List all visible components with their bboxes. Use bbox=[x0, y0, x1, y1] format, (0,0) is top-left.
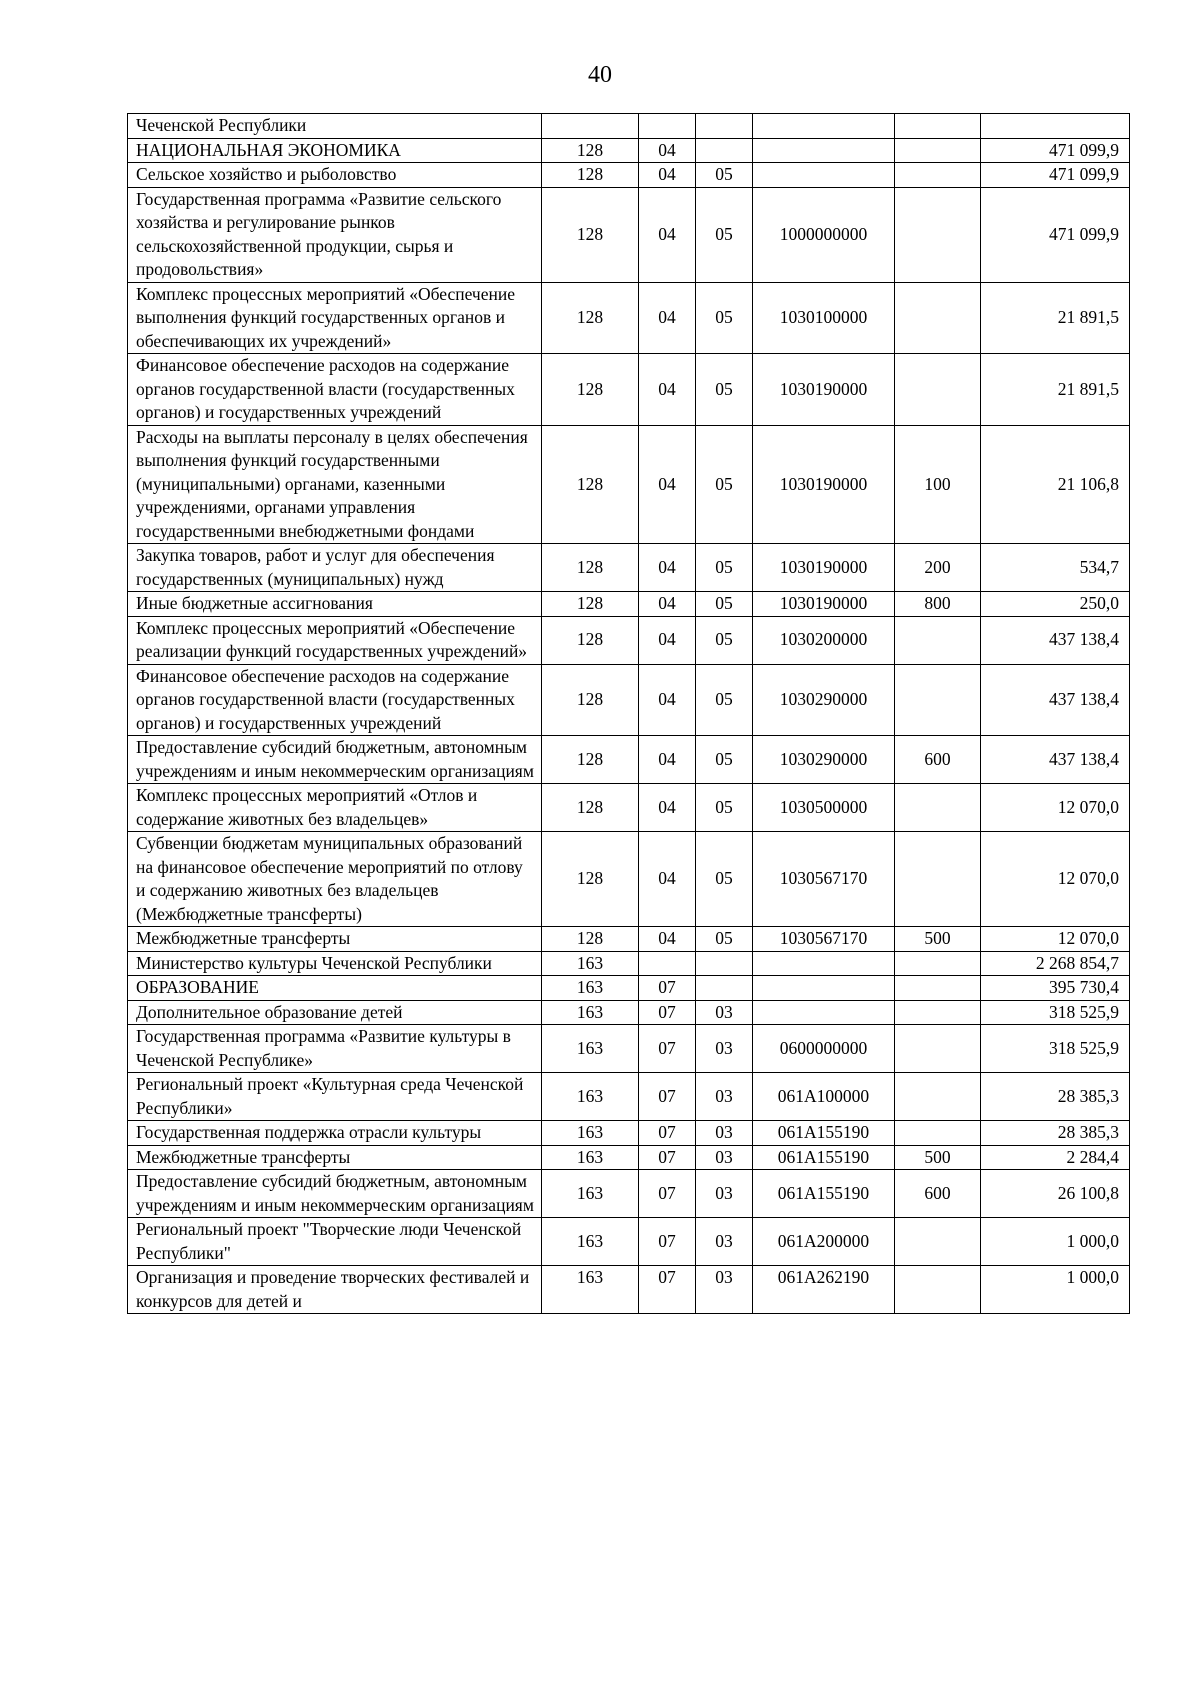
target-article-cell bbox=[753, 951, 895, 976]
target-article-cell: 1030500000 bbox=[753, 784, 895, 832]
section-code-cell: 07 bbox=[639, 1145, 696, 1170]
expense-type-cell bbox=[895, 163, 981, 188]
section-code-cell: 04 bbox=[639, 138, 696, 163]
subsection-code-cell: 05 bbox=[696, 927, 753, 952]
table-row bbox=[128, 425, 1130, 544]
subsection-code-cell: 05 bbox=[696, 187, 753, 282]
row-name-cell: Комплекс процессных мероприятий «Отлов и содержание животных без владельцев» bbox=[128, 784, 542, 832]
subsection-code-cell: 05 bbox=[696, 282, 753, 354]
amount-cell: 437 138,4 bbox=[981, 616, 1130, 664]
subsection-code-cell: 05 bbox=[696, 616, 753, 664]
subsection-code-cell: 03 bbox=[696, 1170, 753, 1218]
subsection-code-cell: 05 bbox=[696, 784, 753, 832]
subsection-code-cell: 05 bbox=[696, 832, 753, 927]
amount-cell: 21 891,5 bbox=[981, 354, 1130, 426]
section-code-cell: 04 bbox=[639, 187, 696, 282]
row-name-cell: Комплекс процессных мероприятий «Обеспечение выполнения функций государственных органов и обеспечивающих их учреждений» bbox=[128, 282, 542, 354]
ved-code-cell: 163 bbox=[542, 976, 639, 1001]
subsection-code-cell: 03 bbox=[696, 1121, 753, 1146]
table-row bbox=[128, 187, 1130, 282]
table-row bbox=[128, 1025, 1130, 1073]
subsection-code-cell: 03 bbox=[696, 1073, 753, 1121]
ved-code-cell: 128 bbox=[542, 592, 639, 617]
row-name-cell: Предоставление субсидий бюджетным, автономным учреждениям и иным некоммерческим организациям bbox=[128, 736, 542, 784]
expense-type-cell: 800 bbox=[895, 592, 981, 617]
section-code-cell: 04 bbox=[639, 354, 696, 426]
ved-code-cell: 163 bbox=[542, 1000, 639, 1025]
row-name-cell: Сельское хозяйство и рыболовство bbox=[128, 163, 542, 188]
row-name-cell: Дополнительное образование детей bbox=[128, 1000, 542, 1025]
target-article-cell: 1030200000 bbox=[753, 616, 895, 664]
section-code-cell bbox=[639, 114, 696, 139]
target-article-cell: 1030567170 bbox=[753, 927, 895, 952]
section-code-cell: 07 bbox=[639, 1073, 696, 1121]
amount-cell: 395 730,4 bbox=[981, 976, 1130, 1001]
row-name-cell: Закупка товаров, работ и услуг для обеспечения государственных (муниципальных) нужд bbox=[128, 544, 542, 592]
row-name-cell: Расходы на выплаты персоналу в целях обеспечения выполнения функций государственными (муниципальными) органами, казенными учреждениями, органами управления государственными внебюджетными фондами bbox=[128, 425, 542, 544]
subsection-code-cell bbox=[696, 951, 753, 976]
row-name-cell: Чеченской Республики bbox=[128, 114, 542, 139]
subsection-code-cell bbox=[696, 138, 753, 163]
expense-type-cell bbox=[895, 784, 981, 832]
subsection-code-cell: 03 bbox=[696, 1266, 753, 1314]
amount-cell: 1 000,0 bbox=[981, 1218, 1130, 1266]
target-article-cell: 1030190000 bbox=[753, 544, 895, 592]
target-article-cell: 1030290000 bbox=[753, 736, 895, 784]
ved-code-cell: 128 bbox=[542, 354, 639, 426]
subsection-code-cell: 05 bbox=[696, 736, 753, 784]
target-article-cell: 061A155190 bbox=[753, 1121, 895, 1146]
target-article-cell: 1030290000 bbox=[753, 664, 895, 736]
expense-type-cell bbox=[895, 1266, 981, 1314]
row-name-cell: Межбюджетные трансферты bbox=[128, 1145, 542, 1170]
expense-type-cell bbox=[895, 138, 981, 163]
amount-cell: 2 268 854,7 bbox=[981, 951, 1130, 976]
expense-type-cell: 600 bbox=[895, 1170, 981, 1218]
section-code-cell: 04 bbox=[639, 425, 696, 544]
section-code-cell: 07 bbox=[639, 1000, 696, 1025]
target-article-cell: 1030100000 bbox=[753, 282, 895, 354]
ved-code-cell: 163 bbox=[542, 1121, 639, 1146]
ved-code-cell: 163 bbox=[542, 1073, 639, 1121]
amount-cell: 12 070,0 bbox=[981, 927, 1130, 952]
amount-cell: 250,0 bbox=[981, 592, 1130, 617]
ved-code-cell: 128 bbox=[542, 736, 639, 784]
subsection-code-cell: 05 bbox=[696, 425, 753, 544]
ved-code-cell: 128 bbox=[542, 784, 639, 832]
amount-cell: 471 099,9 bbox=[981, 138, 1130, 163]
table-row bbox=[128, 832, 1130, 927]
row-name-cell: Министерство культуры Чеченской Республики bbox=[128, 951, 542, 976]
section-code-cell: 04 bbox=[639, 163, 696, 188]
ved-code-cell: 163 bbox=[542, 1025, 639, 1073]
table-row bbox=[128, 1073, 1130, 1121]
section-code-cell: 07 bbox=[639, 1170, 696, 1218]
expense-type-cell bbox=[895, 664, 981, 736]
amount-cell: 12 070,0 bbox=[981, 784, 1130, 832]
ved-code-cell: 163 bbox=[542, 1266, 639, 1314]
target-article-cell: 061A100000 bbox=[753, 1073, 895, 1121]
row-name-cell: НАЦИОНАЛЬНАЯ ЭКОНОМИКА bbox=[128, 138, 542, 163]
table-row bbox=[128, 784, 1130, 832]
row-name-cell: Государственная поддержка отрасли культуры bbox=[128, 1121, 542, 1146]
expense-type-cell bbox=[895, 1000, 981, 1025]
subsection-code-cell: 05 bbox=[696, 354, 753, 426]
ved-code-cell: 163 bbox=[542, 1170, 639, 1218]
row-name-cell: Государственная программа «Развитие сельского хозяйства и регулирование рынков сельскохозяйственной продукции, сырья и продовольствия» bbox=[128, 187, 542, 282]
amount-cell: 534,7 bbox=[981, 544, 1130, 592]
table-row bbox=[128, 354, 1130, 426]
section-code-cell: 07 bbox=[639, 1266, 696, 1314]
section-code-cell: 07 bbox=[639, 1025, 696, 1073]
table-row bbox=[128, 114, 1130, 139]
expense-type-cell bbox=[895, 1073, 981, 1121]
table-row bbox=[128, 1218, 1130, 1266]
amount-cell: 28 385,3 bbox=[981, 1121, 1130, 1146]
amount-cell: 2 284,4 bbox=[981, 1145, 1130, 1170]
section-code-cell: 07 bbox=[639, 1121, 696, 1146]
amount-cell: 471 099,9 bbox=[981, 163, 1130, 188]
table-row bbox=[128, 1145, 1130, 1170]
amount-cell: 28 385,3 bbox=[981, 1073, 1130, 1121]
table-row bbox=[128, 163, 1130, 188]
amount-cell: 471 099,9 bbox=[981, 187, 1130, 282]
section-code-cell: 04 bbox=[639, 544, 696, 592]
subsection-code-cell: 05 bbox=[696, 163, 753, 188]
row-name-cell: Государственная программа «Развитие культуры в Чеченской Республике» bbox=[128, 1025, 542, 1073]
ved-code-cell: 128 bbox=[542, 187, 639, 282]
table-row bbox=[128, 1121, 1130, 1146]
expense-type-cell bbox=[895, 951, 981, 976]
target-article-cell bbox=[753, 1000, 895, 1025]
row-name-cell: Региональный проект "Творческие люди Чеченской Республики" bbox=[128, 1218, 542, 1266]
ved-code-cell: 128 bbox=[542, 927, 639, 952]
expense-type-cell bbox=[895, 976, 981, 1001]
target-article-cell: 061A155190 bbox=[753, 1170, 895, 1218]
amount-cell: 318 525,9 bbox=[981, 1025, 1130, 1073]
subsection-code-cell: 03 bbox=[696, 1000, 753, 1025]
expense-type-cell: 500 bbox=[895, 927, 981, 952]
table-row bbox=[128, 1170, 1130, 1218]
section-code-cell: 07 bbox=[639, 976, 696, 1001]
ved-code-cell: 128 bbox=[542, 138, 639, 163]
section-code-cell bbox=[639, 951, 696, 976]
row-name-cell: Региональный проект «Культурная среда Чеченской Республики» bbox=[128, 1073, 542, 1121]
ved-code-cell: 128 bbox=[542, 425, 639, 544]
target-article-cell bbox=[753, 976, 895, 1001]
table-row bbox=[128, 592, 1130, 617]
amount-cell: 21 891,5 bbox=[981, 282, 1130, 354]
expense-type-cell bbox=[895, 282, 981, 354]
section-code-cell: 04 bbox=[639, 616, 696, 664]
target-article-cell: 1030190000 bbox=[753, 592, 895, 617]
subsection-code-cell: 05 bbox=[696, 664, 753, 736]
target-article-cell bbox=[753, 114, 895, 139]
row-name-cell: Организация и проведение творческих фестивалей и конкурсов для детей и bbox=[128, 1266, 542, 1314]
ved-code-cell: 163 bbox=[542, 951, 639, 976]
amount-cell: 12 070,0 bbox=[981, 832, 1130, 927]
section-code-cell: 07 bbox=[639, 1218, 696, 1266]
table-row bbox=[128, 1000, 1130, 1025]
table-row bbox=[128, 138, 1130, 163]
table-row bbox=[128, 736, 1130, 784]
expense-type-cell: 100 bbox=[895, 425, 981, 544]
page-number: 40 bbox=[588, 62, 612, 88]
subsection-code-cell bbox=[696, 976, 753, 1001]
ved-code-cell: 128 bbox=[542, 163, 639, 188]
table-row bbox=[128, 616, 1130, 664]
row-name-cell: Финансовое обеспечение расходов на содержание органов государственной власти (государственных органов) и государственных учреждений bbox=[128, 354, 542, 426]
row-name-cell: Межбюджетные трансферты bbox=[128, 927, 542, 952]
expense-type-cell bbox=[895, 1218, 981, 1266]
ved-code-cell: 163 bbox=[542, 1218, 639, 1266]
expense-type-cell bbox=[895, 832, 981, 927]
subsection-code-cell: 03 bbox=[696, 1025, 753, 1073]
target-article-cell: 061A155190 bbox=[753, 1145, 895, 1170]
expense-type-cell bbox=[895, 1025, 981, 1073]
ved-code-cell bbox=[542, 114, 639, 139]
expense-type-cell bbox=[895, 616, 981, 664]
ved-code-cell: 128 bbox=[542, 544, 639, 592]
section-code-cell: 04 bbox=[639, 282, 696, 354]
amount-cell: 26 100,8 bbox=[981, 1170, 1130, 1218]
target-article-cell: 0600000000 bbox=[753, 1025, 895, 1073]
section-code-cell: 04 bbox=[639, 832, 696, 927]
row-name-cell: Иные бюджетные ассигнования bbox=[128, 592, 542, 617]
row-name-cell: Комплекс процессных мероприятий «Обеспечение реализации функций государственных учреждений» bbox=[128, 616, 542, 664]
table-row bbox=[128, 282, 1130, 354]
target-article-cell: 1030567170 bbox=[753, 832, 895, 927]
amount-cell: 318 525,9 bbox=[981, 1000, 1130, 1025]
expense-type-cell: 200 bbox=[895, 544, 981, 592]
row-name-cell: Субвенции бюджетам муниципальных образований на финансовое обеспечение мероприятий по отлову и содержанию животных без владельцев (Межбюджетные трансферты) bbox=[128, 832, 542, 927]
row-name-cell: ОБРАЗОВАНИЕ bbox=[128, 976, 542, 1001]
section-code-cell: 04 bbox=[639, 927, 696, 952]
amount-cell: 21 106,8 bbox=[981, 425, 1130, 544]
target-article-cell: 061A200000 bbox=[753, 1218, 895, 1266]
section-code-cell: 04 bbox=[639, 592, 696, 617]
table-row bbox=[128, 927, 1130, 952]
section-code-cell: 04 bbox=[639, 664, 696, 736]
section-code-cell: 04 bbox=[639, 784, 696, 832]
ved-code-cell: 128 bbox=[542, 664, 639, 736]
expense-type-cell: 600 bbox=[895, 736, 981, 784]
table-row bbox=[128, 664, 1130, 736]
row-name-cell: Предоставление субсидий бюджетным, автономным учреждениям и иным некоммерческим организациям bbox=[128, 1170, 542, 1218]
target-article-cell: 061A262190 bbox=[753, 1266, 895, 1314]
target-article-cell bbox=[753, 138, 895, 163]
expense-type-cell bbox=[895, 354, 981, 426]
ved-code-cell: 128 bbox=[542, 832, 639, 927]
subsection-code-cell: 03 bbox=[696, 1218, 753, 1266]
expense-type-cell bbox=[895, 187, 981, 282]
target-article-cell bbox=[753, 163, 895, 188]
table-row bbox=[128, 1266, 1130, 1314]
table-row bbox=[128, 544, 1130, 592]
subsection-code-cell bbox=[696, 114, 753, 139]
ved-code-cell: 128 bbox=[542, 282, 639, 354]
amount-cell: 437 138,4 bbox=[981, 736, 1130, 784]
row-name-cell: Финансовое обеспечение расходов на содержание органов государственной власти (государственных органов) и государственных учреждений bbox=[128, 664, 542, 736]
table-row bbox=[128, 951, 1130, 976]
target-article-cell: 1030190000 bbox=[753, 354, 895, 426]
amount-cell bbox=[981, 114, 1130, 139]
target-article-cell: 1000000000 bbox=[753, 187, 895, 282]
amount-cell: 1 000,0 bbox=[981, 1266, 1130, 1314]
ved-code-cell: 163 bbox=[542, 1145, 639, 1170]
budget-table bbox=[127, 113, 1130, 1314]
subsection-code-cell: 05 bbox=[696, 544, 753, 592]
expense-type-cell bbox=[895, 114, 981, 139]
expense-type-cell: 500 bbox=[895, 1145, 981, 1170]
expense-type-cell bbox=[895, 1121, 981, 1146]
ved-code-cell: 128 bbox=[542, 616, 639, 664]
amount-cell: 437 138,4 bbox=[981, 664, 1130, 736]
subsection-code-cell: 03 bbox=[696, 1145, 753, 1170]
subsection-code-cell: 05 bbox=[696, 592, 753, 617]
target-article-cell: 1030190000 bbox=[753, 425, 895, 544]
section-code-cell: 04 bbox=[639, 736, 696, 784]
table-row bbox=[128, 976, 1130, 1001]
